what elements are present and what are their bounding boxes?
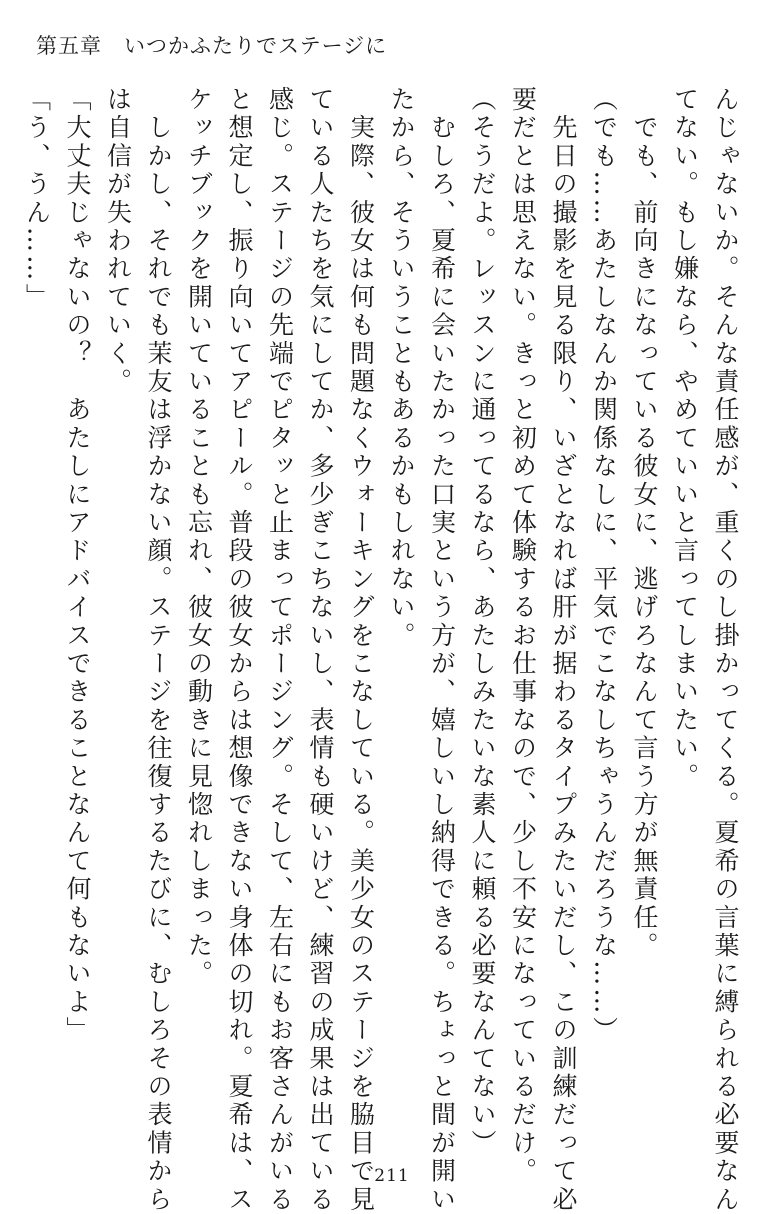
text-line: むしろ、夏希に会いたかった口実という方が、嬉しいし納得できる。ちょっと間が開い <box>427 86 457 1214</box>
text-line: と想定し、振り向いてアピール。普段の彼女からは想像できない身体の切れ。夏希は、ス <box>225 86 254 1214</box>
text-line: 感じ。ステージの先端でピタッと止まってポージング。そして、左右にもお客さんがいる <box>265 86 295 1214</box>
text-line: （でも……あたしなんか関係なしに、平気でこなしちゃうんだろうな……） <box>589 86 619 1045</box>
text-line: 「う、うん……」 <box>22 86 52 312</box>
text-line: てない。もし嫌なら、やめていいと言ってしまいたい。 <box>670 86 700 791</box>
text-line: 実際、彼女は何も問題なくウォーキングをこなしている。美少女のステージを脇目で見 <box>346 86 376 1214</box>
text-line: んじゃないか。そんな責任感が、重くのし掛かってくる。夏希の言葉に縛られる必要なん <box>711 86 740 1214</box>
text-line: 「大丈夫じゃないの？ あたしにアドバイスできることなんて何もないよ」 <box>63 86 92 1045</box>
running-head: 第五章 いつかふたりでステージに <box>36 34 388 58</box>
text-line: ケッチブックを開いていることも忘れ、彼女の動きに見惚れしまった。 <box>184 86 214 989</box>
text-line: しかし、それでも茉友は浮かない顔。ステージを往復するたびに、むしろその表情から <box>144 86 173 1214</box>
text-line: でも、前向きになっている彼女に、逃げろなんて言う方が無責任。 <box>630 86 659 961</box>
text-line: 先日の撮影を見る限り、いざとなれば肝が据わるタイプみたいだし、この訓練だって必 <box>549 86 578 1214</box>
text-line: 要だとは思えない。きっと初めて体験するお仕事なので、少し不安になっているだけ。 <box>508 86 538 1186</box>
text-line: は自信が失われていく。 <box>103 86 133 397</box>
text-line: たから、そういうこともあるかもしれない。 <box>387 86 416 650</box>
page-number: 211 <box>374 1166 410 1186</box>
text-line: ている人たちを気にしてか、多少ぎこちないし、表情も硬いけど、練習の成果は出ている <box>306 86 335 1214</box>
text-line: （そうだよ。レッスンに通ってるなら、あたしみたいな素人に頼る必要なんてない） <box>468 86 497 1158</box>
